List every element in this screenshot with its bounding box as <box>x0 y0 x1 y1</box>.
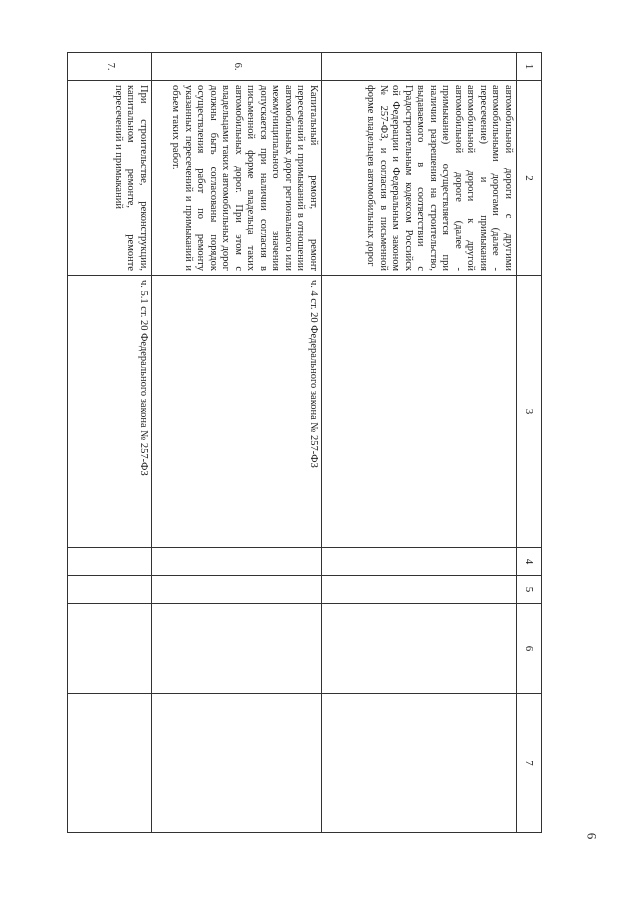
header-cell: 3 <box>517 276 542 548</box>
requirement-text: автомобильной дороги с другими автомобильными дорогами (далее - пересечение) и примыкания автомобильной дороги к другой автомобильной дороге (далее - примыкание) осуществляется при наличии разрешения на строительство, выдаваемого в соответствии с Градостроительным кодексом Российск ой Федерации и Федеральным законом № 257-ФЗ, и согласия в письменной форме владельцев автомобильных дорог <box>322 81 517 276</box>
table-row <box>322 53 517 833</box>
table-row <box>68 53 152 833</box>
rotated-table-container <box>67 52 542 832</box>
legal-reference: ч. 5.1 ст. 20 Федерального закона № 257-ФЗ <box>68 276 152 548</box>
table-header-row <box>517 53 542 833</box>
header-cell: 4 <box>517 548 542 576</box>
table-cell <box>152 694 322 833</box>
table-cell <box>68 548 152 576</box>
row-number <box>322 53 517 81</box>
table-cell <box>322 604 517 694</box>
row-number: 6. <box>152 53 322 81</box>
table-cell <box>322 576 517 604</box>
header-cell: 2 <box>517 81 542 276</box>
table-cell <box>68 576 152 604</box>
table-cell <box>152 576 322 604</box>
table-cell <box>68 604 152 694</box>
table-cell <box>152 604 322 694</box>
table-cell <box>68 694 152 833</box>
legal-reference <box>322 276 517 548</box>
row-number: 7. <box>68 53 152 81</box>
header-cell: 7 <box>517 694 542 833</box>
table-row <box>152 53 322 833</box>
header-cell: 1 <box>517 53 542 81</box>
table-cell <box>322 694 517 833</box>
requirement-text: Капитальный ремонт, ремонт пересечений и примыканий в отношении автомобильных дорог регионального или межмуниципального значения допускается при наличии согласия в письменной форме владельца таких автомобильных дорог. При этом с владельцами таких автомобильных дорог должны быть согласованы порядок осуществления работ по ремонту указанных пересечений и примыканий и объем таких работ. <box>152 81 322 276</box>
legal-reference: ч. 4 ст. 20 Федерального закона № 257-ФЗ <box>152 276 322 548</box>
header-cell: 6 <box>517 604 542 694</box>
header-cell: 5 <box>517 576 542 604</box>
requirement-text: При строительстве, реконструкции, капитальном ремонте, ремонте пересечений и примыканий <box>68 81 152 276</box>
table-cell <box>152 548 322 576</box>
page-number: 6 <box>584 832 600 840</box>
requirements-table <box>67 52 542 833</box>
table-cell <box>322 548 517 576</box>
